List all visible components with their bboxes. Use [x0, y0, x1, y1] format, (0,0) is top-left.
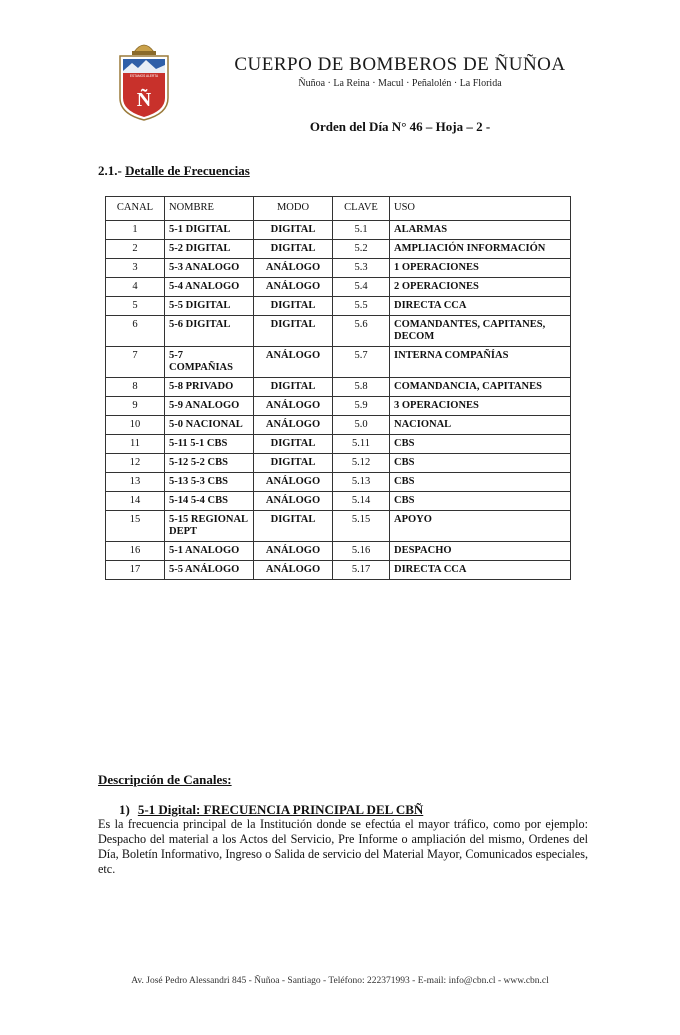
cell-uso: NACIONAL: [390, 416, 571, 435]
cell-modo: ANÁLOGO: [254, 259, 333, 278]
table-row: [106, 492, 571, 511]
cell-uso: ALARMAS: [390, 221, 571, 240]
table-row: [106, 435, 571, 454]
cell-canal: 12: [106, 454, 165, 473]
table-row: [106, 347, 571, 378]
description-heading: Descripción de Canales:: [98, 772, 232, 787]
cell-nombre: 5-9 ANALOGO: [165, 397, 254, 416]
cell-modo: DIGITAL: [254, 316, 333, 347]
cell-nombre: 5-1 DIGITAL: [165, 221, 254, 240]
crest-icon: [116, 36, 172, 122]
cell-canal: 1: [106, 221, 165, 240]
cell-uso: CBS: [390, 473, 571, 492]
cell-nombre: 5-7 COMPAÑIAS: [165, 347, 254, 378]
organization-communes: Ñuñoa · La Reina · Macul · Peñalolén · La Florida: [298, 78, 502, 89]
cell-clave: 5.3: [333, 259, 390, 278]
cell-clave: 5.6: [333, 316, 390, 347]
item-title: 5-1 Digital: FRECUENCIA PRINCIPAL DEL CBÑ: [137, 802, 424, 817]
cell-canal: 11: [106, 435, 165, 454]
cell-canal: 6: [106, 316, 165, 347]
cell-canal: 13: [106, 473, 165, 492]
channel-description-paragraph: Es la frecuencia principal de la Institución donde se efectúa el mayor tráfico, como por ejemplo: Despacho del material a los Actos del Servicio, Pre Informe o ampliación del mismo, Ordenes del Día, Boletín Informativo, Ingreso o Salida de servicio del Material Mayor, Comunicados especiales, etc.: [98, 817, 588, 876]
cell-nombre: 5-2 DIGITAL: [165, 240, 254, 259]
table-row: [106, 316, 571, 347]
table-row: [106, 511, 571, 542]
table-row: [106, 259, 571, 278]
cell-canal: 2: [106, 240, 165, 259]
cell-uso: AMPLIACIÓN INFORMACIÓN: [390, 240, 571, 259]
cell-canal: 15: [106, 511, 165, 542]
cell-uso: 1 OPERACIONES: [390, 259, 571, 278]
cell-nombre: 5-12 5-2 CBS: [165, 454, 254, 473]
cell-nombre: 5-3 ANALOGO: [165, 259, 254, 278]
fire-department-crest: [116, 36, 172, 122]
cell-uso: COMANDANCIA, CAPITANES: [390, 378, 571, 397]
cell-clave: 5.13: [333, 473, 390, 492]
organization-name: CUERPO DE BOMBEROS DE ÑUÑOA: [234, 54, 566, 75]
cell-uso: COMANDANTES, CAPITANES, DECOM: [390, 316, 571, 347]
cell-modo: DIGITAL: [254, 297, 333, 316]
cell-nombre: 5-13 5-3 CBS: [165, 473, 254, 492]
header-nombre: NOMBRE: [165, 197, 254, 221]
cell-modo: ANÁLOGO: [254, 492, 333, 511]
table-row: [106, 473, 571, 492]
cell-modo: DIGITAL: [254, 435, 333, 454]
cell-canal: 9: [106, 397, 165, 416]
cell-nombre: 5-0 NACIONAL: [165, 416, 254, 435]
cell-nombre: 5-11 5-1 CBS: [165, 435, 254, 454]
table-header-row: [106, 197, 571, 221]
cell-nombre: 5-4 ANALOGO: [165, 278, 254, 297]
cell-nombre: 5-5 DIGITAL: [165, 297, 254, 316]
item-number: 1): [119, 802, 130, 817]
header-canal: CANAL: [106, 197, 165, 221]
channel-item-heading: [119, 802, 423, 818]
cell-clave: 5.7: [333, 347, 390, 378]
cell-clave: 5.11: [333, 435, 390, 454]
cell-nombre: 5-5 ANÁLOGO: [165, 561, 254, 580]
table-row: [106, 240, 571, 259]
cell-clave: 5.0: [333, 416, 390, 435]
section-number: 2.1.-: [98, 163, 122, 178]
cell-modo: DIGITAL: [254, 454, 333, 473]
cell-canal: 17: [106, 561, 165, 580]
logo-motto: ESTAMOS ALERTA: [129, 74, 159, 78]
cell-canal: 4: [106, 278, 165, 297]
table-row: [106, 454, 571, 473]
cell-nombre: 5-8 PRIVADO: [165, 378, 254, 397]
cell-uso: CBS: [390, 435, 571, 454]
cell-uso: DIRECTA CCA: [390, 297, 571, 316]
cell-clave: 5.12: [333, 454, 390, 473]
cell-canal: 3: [106, 259, 165, 278]
cell-modo: ANÁLOGO: [254, 473, 333, 492]
cell-uso: CBS: [390, 454, 571, 473]
logo-letter: Ñ: [136, 89, 152, 111]
cell-uso: 3 OPERACIONES: [390, 397, 571, 416]
cell-canal: 16: [106, 542, 165, 561]
cell-uso: DIRECTA CCA: [390, 561, 571, 580]
cell-canal: 8: [106, 378, 165, 397]
cell-clave: 5.5: [333, 297, 390, 316]
section-heading: [98, 163, 250, 179]
cell-uso: 2 OPERACIONES: [390, 278, 571, 297]
cell-clave: 5.4: [333, 278, 390, 297]
cell-canal: 10: [106, 416, 165, 435]
table-row: [106, 221, 571, 240]
cell-modo: ANÁLOGO: [254, 278, 333, 297]
header-clave: CLAVE: [333, 197, 390, 221]
cell-modo: ANÁLOGO: [254, 416, 333, 435]
cell-modo: ANÁLOGO: [254, 397, 333, 416]
cell-modo: DIGITAL: [254, 221, 333, 240]
cell-clave: 5.9: [333, 397, 390, 416]
order-of-day-line: Orden del Día N° 46 – Hoja – 2 -: [309, 119, 491, 134]
cell-canal: 7: [106, 347, 165, 378]
cell-clave: 5.16: [333, 542, 390, 561]
cell-clave: 5.17: [333, 561, 390, 580]
table-row: [106, 297, 571, 316]
cell-nombre: 5-14 5-4 CBS: [165, 492, 254, 511]
table-row: [106, 416, 571, 435]
cell-uso: INTERNA COMPAÑÍAS: [390, 347, 571, 378]
cell-nombre: 5-1 ANALOGO: [165, 542, 254, 561]
cell-canal: 5: [106, 297, 165, 316]
header-modo: MODO: [254, 197, 333, 221]
cell-modo: ANÁLOGO: [254, 542, 333, 561]
cell-uso: DESPACHO: [390, 542, 571, 561]
section-title: Detalle de Frecuencias: [125, 163, 250, 178]
table-row: [106, 397, 571, 416]
table-row: [106, 561, 571, 580]
cell-canal: 14: [106, 492, 165, 511]
table-row: [106, 378, 571, 397]
cell-modo: ANÁLOGO: [254, 561, 333, 580]
cell-modo: DIGITAL: [254, 511, 333, 542]
cell-clave: 5.15: [333, 511, 390, 542]
cell-modo: DIGITAL: [254, 378, 333, 397]
cell-clave: 5.8: [333, 378, 390, 397]
cell-nombre: 5-15 REGIONAL DEPT: [165, 511, 254, 542]
frequency-table: [105, 196, 571, 580]
cell-clave: 5.2: [333, 240, 390, 259]
cell-uso: CBS: [390, 492, 571, 511]
table-row: [106, 542, 571, 561]
cell-modo: ANÁLOGO: [254, 347, 333, 378]
header-uso: USO: [390, 197, 571, 221]
cell-nombre: 5-6 DIGITAL: [165, 316, 254, 347]
cell-uso: APOYO: [390, 511, 571, 542]
cell-clave: 5.14: [333, 492, 390, 511]
cell-clave: 5.1: [333, 221, 390, 240]
cell-modo: DIGITAL: [254, 240, 333, 259]
table-row: [106, 278, 571, 297]
page-footer: Av. José Pedro Alessandri 845 - Ñuñoa - Santiago - Teléfono: 222371993 - E-mail: info@cbn.cl - www.cbn.cl: [131, 976, 549, 986]
